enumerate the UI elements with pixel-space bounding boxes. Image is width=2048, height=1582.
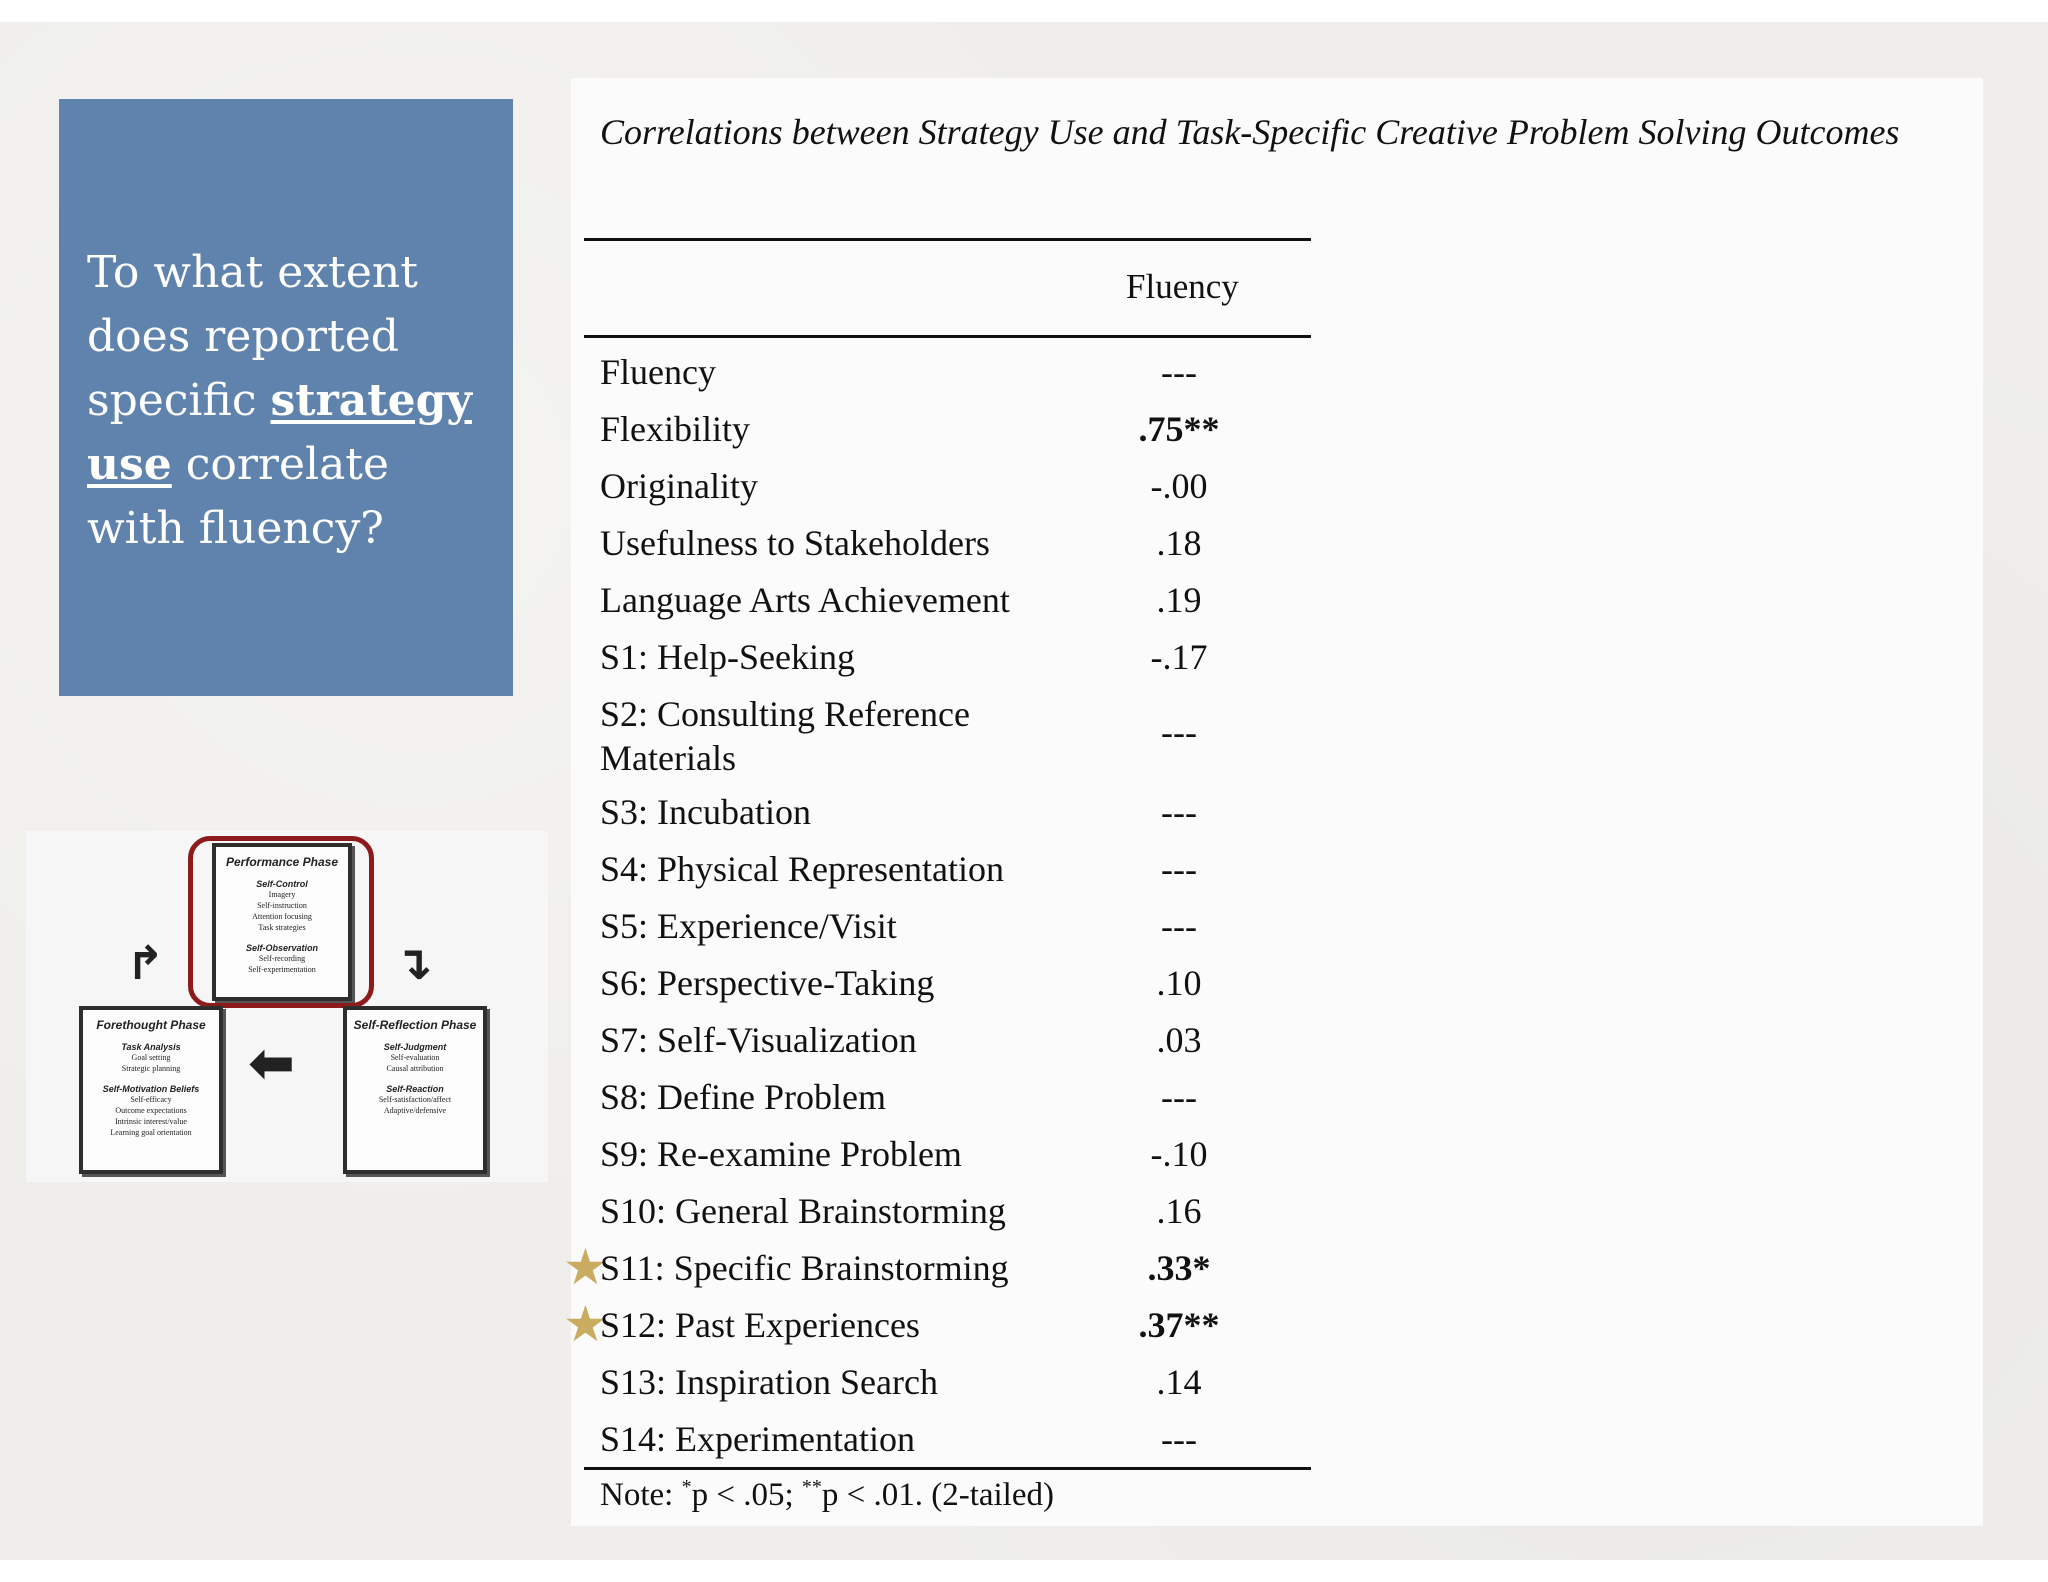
table-row-starred bbox=[563, 1295, 1311, 1353]
phase-title: Forethought Phase bbox=[96, 1018, 206, 1032]
phase-item: Adaptive/defensive bbox=[383, 1106, 447, 1115]
row-value: -.17 bbox=[1150, 637, 1208, 677]
row-label: Fluency bbox=[600, 352, 716, 392]
table-row bbox=[584, 571, 1311, 628]
row-value: .14 bbox=[1156, 1362, 1202, 1402]
row-value: -.10 bbox=[1150, 1134, 1208, 1174]
row-label: S1: Help-Seeking bbox=[600, 637, 855, 677]
row-label: S2: Consulting Reference Materials bbox=[600, 694, 970, 778]
column-header-fluency: Fluency bbox=[1126, 267, 1239, 306]
question-emphasis-use: use bbox=[87, 439, 172, 490]
self-reflection-phase-box bbox=[343, 1006, 487, 1174]
note-mark: * bbox=[681, 1476, 692, 1498]
row-label: S9: Re-examine Problem bbox=[600, 1134, 962, 1174]
phase-item: Attention focusing bbox=[252, 912, 312, 921]
row-value: .16 bbox=[1156, 1191, 1202, 1231]
row-label: S6: Perspective-Taking bbox=[600, 963, 935, 1003]
table-row bbox=[584, 897, 1311, 954]
question-emphasis-strategy: strategy bbox=[270, 375, 472, 426]
phase-subheading: Task Analysis bbox=[121, 1042, 181, 1052]
table-row-starred bbox=[563, 1238, 1311, 1296]
phase-subheading: Self-Motivation Beliefs bbox=[102, 1084, 200, 1094]
row-value: .37** bbox=[1138, 1305, 1220, 1345]
row-value: --- bbox=[1161, 792, 1197, 832]
phase-item: Goal setting bbox=[131, 1053, 171, 1062]
row-value: .03 bbox=[1156, 1020, 1202, 1060]
phase-item: Outcome expectations bbox=[115, 1106, 187, 1115]
star-icon: ★ bbox=[563, 1295, 608, 1353]
star-icon: ★ bbox=[563, 1238, 608, 1296]
table-header-rule bbox=[584, 335, 1311, 338]
arrow-up-right-icon: ↱ bbox=[126, 936, 165, 990]
row-label: S12: Past Experiences bbox=[600, 1305, 920, 1345]
table-row bbox=[584, 954, 1311, 1011]
table-row bbox=[584, 457, 1311, 514]
row-label: S14: Experimentation bbox=[600, 1419, 915, 1459]
row-value: --- bbox=[1161, 1419, 1197, 1459]
phase-item: Self-experimentation bbox=[248, 965, 316, 974]
row-label: S10: General Brainstorming bbox=[600, 1191, 1006, 1231]
row-label: S5: Experience/Visit bbox=[600, 906, 897, 946]
table-row bbox=[584, 1410, 1311, 1467]
arrow-left-icon: ⬅ bbox=[248, 1031, 295, 1096]
phase-item: Self-evaluation bbox=[390, 1053, 440, 1062]
row-value: .18 bbox=[1156, 523, 1202, 563]
phase-subheading: Self-Judgment bbox=[383, 1042, 447, 1052]
row-value: .33* bbox=[1147, 1248, 1211, 1288]
row-value: .10 bbox=[1156, 963, 1202, 1003]
table-row bbox=[584, 628, 1311, 685]
performance-highlight-ring bbox=[188, 836, 374, 1008]
self-regulation-cycle-diagram bbox=[26, 831, 548, 1182]
row-label: S13: Inspiration Search bbox=[600, 1362, 938, 1402]
table-row bbox=[584, 1182, 1311, 1239]
phase-item: Self-recording bbox=[258, 954, 306, 963]
row-label: S7: Self-Visualization bbox=[600, 1020, 917, 1060]
row-label: S3: Incubation bbox=[600, 792, 811, 832]
row-label: S4: Physical Representation bbox=[600, 849, 1004, 889]
correlation-table bbox=[563, 238, 1311, 1514]
phase-item: Learning goal orientation bbox=[110, 1128, 192, 1137]
question-text-part: To what extent does reported specific bbox=[87, 247, 418, 426]
arrow-down-icon: ↴ bbox=[394, 936, 433, 990]
table-row bbox=[584, 1353, 1311, 1410]
row-label: S11: Specific Brainstorming bbox=[600, 1248, 1009, 1288]
table-row bbox=[584, 685, 1311, 783]
phase-subheading: Self-Control bbox=[256, 879, 308, 889]
table-row bbox=[584, 1011, 1311, 1068]
phase-item: Intrinsic interest/value bbox=[115, 1117, 187, 1126]
row-value: --- bbox=[1161, 352, 1197, 392]
table-row bbox=[584, 840, 1311, 897]
phase-subheading: Self-Observation bbox=[245, 943, 319, 953]
row-value: .19 bbox=[1156, 580, 1202, 620]
phase-item: Self-efficacy bbox=[130, 1095, 172, 1104]
row-value: --- bbox=[1161, 1077, 1197, 1117]
phase-item: Imagery bbox=[268, 890, 296, 899]
row-label: Flexibility bbox=[600, 409, 751, 449]
phase-subheading: Self-Reaction bbox=[386, 1084, 444, 1094]
table-caption: Correlations between Strategy Use and Task-Specific Creative Problem Solving Outcomes bbox=[600, 112, 1900, 152]
note-text: p < .05; bbox=[691, 1477, 802, 1513]
phase-title: Performance Phase bbox=[225, 855, 339, 869]
row-value: -.00 bbox=[1150, 466, 1208, 506]
table-row bbox=[584, 1068, 1311, 1125]
table-row bbox=[584, 343, 1311, 400]
row-value: --- bbox=[1161, 906, 1197, 946]
table-row bbox=[584, 400, 1311, 457]
phase-item: Causal attribution bbox=[386, 1064, 444, 1073]
note-prefix: Note: bbox=[600, 1477, 682, 1513]
phase-item: Strategic planning bbox=[121, 1064, 181, 1073]
table-row bbox=[584, 1125, 1311, 1182]
slide bbox=[0, 22, 2048, 1560]
note-mark: ** bbox=[801, 1476, 822, 1498]
row-value: --- bbox=[1161, 712, 1197, 752]
phase-item: Self-instruction bbox=[257, 901, 307, 910]
table-row bbox=[584, 514, 1311, 571]
row-label: Usefulness to Stakeholders bbox=[600, 523, 990, 563]
note-text: p < .01. (2-tailed) bbox=[821, 1477, 1054, 1513]
phase-title: Self-Reflection Phase bbox=[353, 1018, 477, 1032]
table-note bbox=[584, 1470, 1311, 1514]
phase-item: Self-satisfaction/affect bbox=[378, 1095, 452, 1104]
question-text-part: correlate with fluency? bbox=[87, 439, 390, 554]
row-label: Language Arts Achievement bbox=[600, 580, 1010, 620]
table-column-header bbox=[584, 241, 1311, 335]
question-box bbox=[59, 99, 513, 696]
phase-item: Task strategies bbox=[258, 923, 306, 932]
table-panel bbox=[563, 78, 1983, 1526]
question-text bbox=[87, 241, 497, 561]
row-label: Originality bbox=[600, 466, 758, 506]
row-value: .75** bbox=[1138, 409, 1220, 449]
table-row bbox=[584, 783, 1311, 840]
row-label: S8: Define Problem bbox=[600, 1077, 886, 1117]
forethought-phase-box bbox=[79, 1006, 223, 1174]
row-value: --- bbox=[1161, 849, 1197, 889]
